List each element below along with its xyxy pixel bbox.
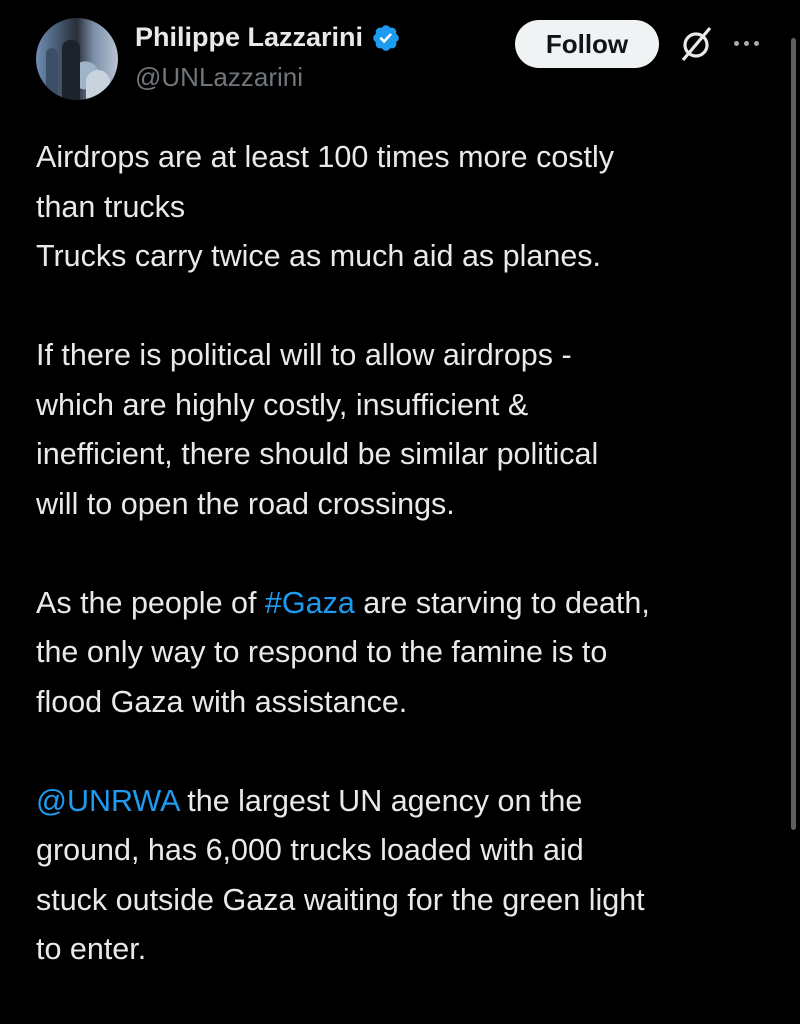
more-icon[interactable] bbox=[734, 30, 768, 56]
tweet-line bbox=[36, 331, 776, 381]
more-dot bbox=[754, 41, 759, 46]
text-segment: If there is political will to allow airdrops - bbox=[36, 338, 572, 372]
tweet-paragraph bbox=[36, 777, 776, 975]
follow-button[interactable]: Follow bbox=[515, 20, 659, 68]
tweet-text bbox=[36, 133, 776, 1024]
avatar[interactable] bbox=[36, 18, 118, 100]
grok-icon[interactable] bbox=[676, 24, 716, 64]
scrollbar[interactable] bbox=[791, 38, 796, 830]
tweet-paragraph bbox=[36, 331, 776, 529]
text-segment: Trucks carry twice as much aid as planes. bbox=[36, 239, 602, 273]
hashtag-link[interactable]: #Gaza bbox=[264, 585, 355, 620]
tweet-paragraph bbox=[36, 133, 776, 282]
tweet-line bbox=[36, 579, 776, 629]
tweet-line bbox=[36, 876, 776, 926]
text-segment: the largest UN agency on the bbox=[178, 783, 583, 818]
tweet-line bbox=[36, 133, 776, 183]
tweet-line bbox=[36, 678, 776, 728]
tweet-line bbox=[36, 480, 776, 530]
tweet-line bbox=[36, 430, 776, 480]
tweet-paragraph bbox=[36, 579, 776, 728]
verified-badge-icon bbox=[371, 23, 401, 53]
tweet-line bbox=[36, 777, 776, 827]
tweet-line bbox=[36, 925, 776, 975]
tweet-line bbox=[36, 232, 776, 282]
tweet-line bbox=[36, 183, 776, 233]
author-handle[interactable]: @UNLazzarini bbox=[135, 62, 303, 92]
text-segment: ground, has 6,000 trucks loaded with aid bbox=[36, 833, 584, 867]
text-segment: the only way to respond to the famine is to bbox=[36, 635, 608, 669]
tweet-line bbox=[36, 381, 776, 431]
text-segment: are starving to death, bbox=[354, 585, 650, 620]
mention-link[interactable]: @UNRWA bbox=[36, 783, 179, 818]
text-segment: will to open the road crossings. bbox=[36, 486, 455, 521]
text-segment: inefficient, there should be similar political bbox=[36, 437, 599, 471]
text-segment: stuck outside Gaza waiting for the green light bbox=[36, 882, 645, 917]
more-dot bbox=[734, 41, 739, 46]
text-segment: than trucks bbox=[36, 189, 186, 224]
text-segment: which are highly costly, insufficient & bbox=[36, 387, 529, 422]
tweet-line bbox=[36, 826, 776, 876]
text-segment: flood Gaza with assistance. bbox=[36, 684, 408, 719]
tweet-line bbox=[36, 628, 776, 678]
more-dot bbox=[744, 41, 749, 46]
text-segment: As the people of bbox=[36, 585, 265, 620]
text-segment: to enter. bbox=[36, 932, 147, 966]
author-name[interactable] bbox=[135, 22, 401, 53]
text-segment: Airdrops are at least 100 times more costly bbox=[36, 140, 615, 174]
author-name-text: Philippe Lazzarini bbox=[135, 22, 364, 52]
